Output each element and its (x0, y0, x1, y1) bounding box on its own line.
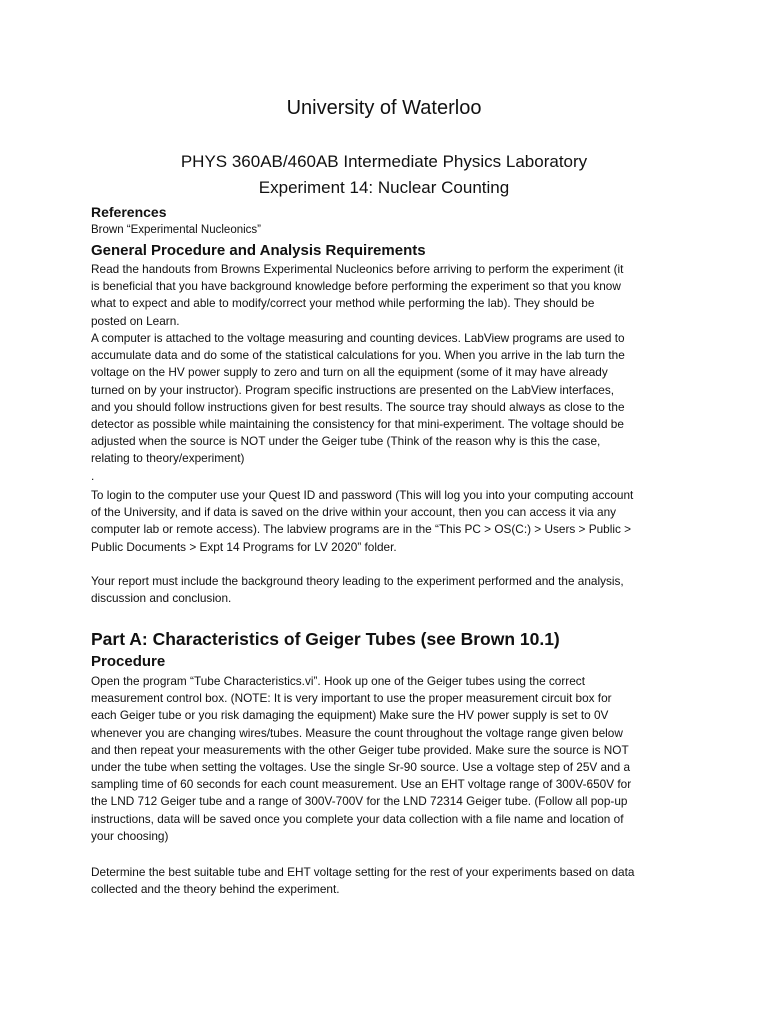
text-line: collected and the theory behind the experiment. (91, 882, 340, 897)
general-paragraph-3 (91, 487, 691, 556)
text-line: measurement control box. (NOTE: It is very important to use the proper measurement circuit box for (91, 691, 612, 706)
course-title: PHYS 360AB/460AB Intermediate Physics Laboratory (180, 152, 588, 171)
references-heading: References (91, 204, 167, 220)
text-line: each Geiger tube or you risk damaging the equipment) Make sure the HV power supply is set to 0V (91, 708, 609, 723)
text-line: . (91, 468, 95, 483)
text-line: posted on Learn. (91, 313, 180, 328)
text-line: is beneficial that you have background knowledge before performing the experiment so that you know (91, 279, 621, 294)
text-line: and then repeat your measurements with the other Geiger tube provided. Make sure the source is NOT (91, 742, 629, 757)
text-line: under the tube when setting the voltages. Use the single Sr-90 source. Use a voltage step of 25V and a (91, 760, 631, 775)
part-a-heading: Part A: Characteristics of Geiger Tubes (see Brown 10.1) (91, 629, 560, 649)
text-line: Your report must include the background theory leading to the experiment performed and the analysis, (91, 574, 624, 588)
text-line: what to expect and able to modify/correct your method while performing the lab). They should be (91, 296, 595, 311)
part-a-paragraph-2 (91, 864, 691, 898)
text-line: turned on by your instructor). Program specific instructions are presented on the LabView interfaces, (91, 382, 615, 397)
references-text: Brown “Experimental Nucleonics” (91, 224, 262, 236)
procedure-heading: Procedure (91, 653, 166, 670)
text-line: voltage on the HV power supply to zero and turn on all the equipment (some of it may have already (91, 365, 608, 380)
text-line: sampling time of 60 seconds for each count measurement. Use an EHT voltage range of 300V-650V for (91, 777, 632, 792)
text-line: whenever you are changing wires/tubes. Measure the count throughout the voltage range given below (91, 725, 623, 740)
experiment-title: Experiment 14: Nuclear Counting (258, 178, 510, 197)
text-line: Open the program “Tube Characteristics.vi”. Hook up one of the Geiger tubes using the correct (91, 674, 585, 688)
text-line: Public Documents > Expt 14 Programs for LV 2020” folder. (91, 539, 397, 554)
text-line: Read the handouts from Browns Experimental Nucleonics before arriving to perform the experiment (it (91, 262, 624, 276)
text-line: Determine the best suitable tube and EHT voltage setting for the rest of your experiments based on data (91, 865, 635, 879)
university-title: University of Waterloo (286, 97, 482, 119)
text-line: and you should follow instructions given for best results. The source tray should always as close to the (91, 399, 625, 414)
text-line: instructions, data will be saved once you complete your data collection with a file name and location of (91, 811, 624, 826)
text-line: To login to the computer use your Quest ID and password (This will log you into your computing account (91, 488, 634, 502)
text-line: of the University, and if data is saved on the drive within your account, then you can access it via any (91, 505, 617, 520)
text-line: adjusted when the source is NOT under the Geiger tube (Think of the reason why is this the case, (91, 434, 601, 449)
text-line: the LND 712 Geiger tube and a range of 300V-700V for the LND 72314 Geiger tube. (Follow all pop-up (91, 794, 628, 809)
text-line: A computer is attached to the voltage measuring and counting devices. LabView programs are used to (91, 331, 625, 345)
text-line: discussion and conclusion. (91, 591, 232, 606)
text-line: computer lab or remote access). The labview programs are in the “This PC > OS(C:) > Users > Public > (91, 522, 632, 537)
general-paragraph-4 (91, 573, 691, 607)
general-paragraph-2 (91, 330, 691, 485)
part-a-paragraph-1 (91, 673, 691, 845)
text-line: relating to theory/experiment) (91, 451, 245, 466)
text-line: accumulate data and do some of the statistical calculations for you. When you arrive in the lab turn the (91, 348, 625, 363)
text-line: detector as possible while maintaining the consistency for that mini-experiment. The voltage should be (91, 417, 624, 432)
general-procedure-heading: General Procedure and Analysis Requirements (91, 242, 426, 259)
general-paragraph-1 (91, 261, 691, 330)
text-line: your choosing) (91, 828, 169, 843)
